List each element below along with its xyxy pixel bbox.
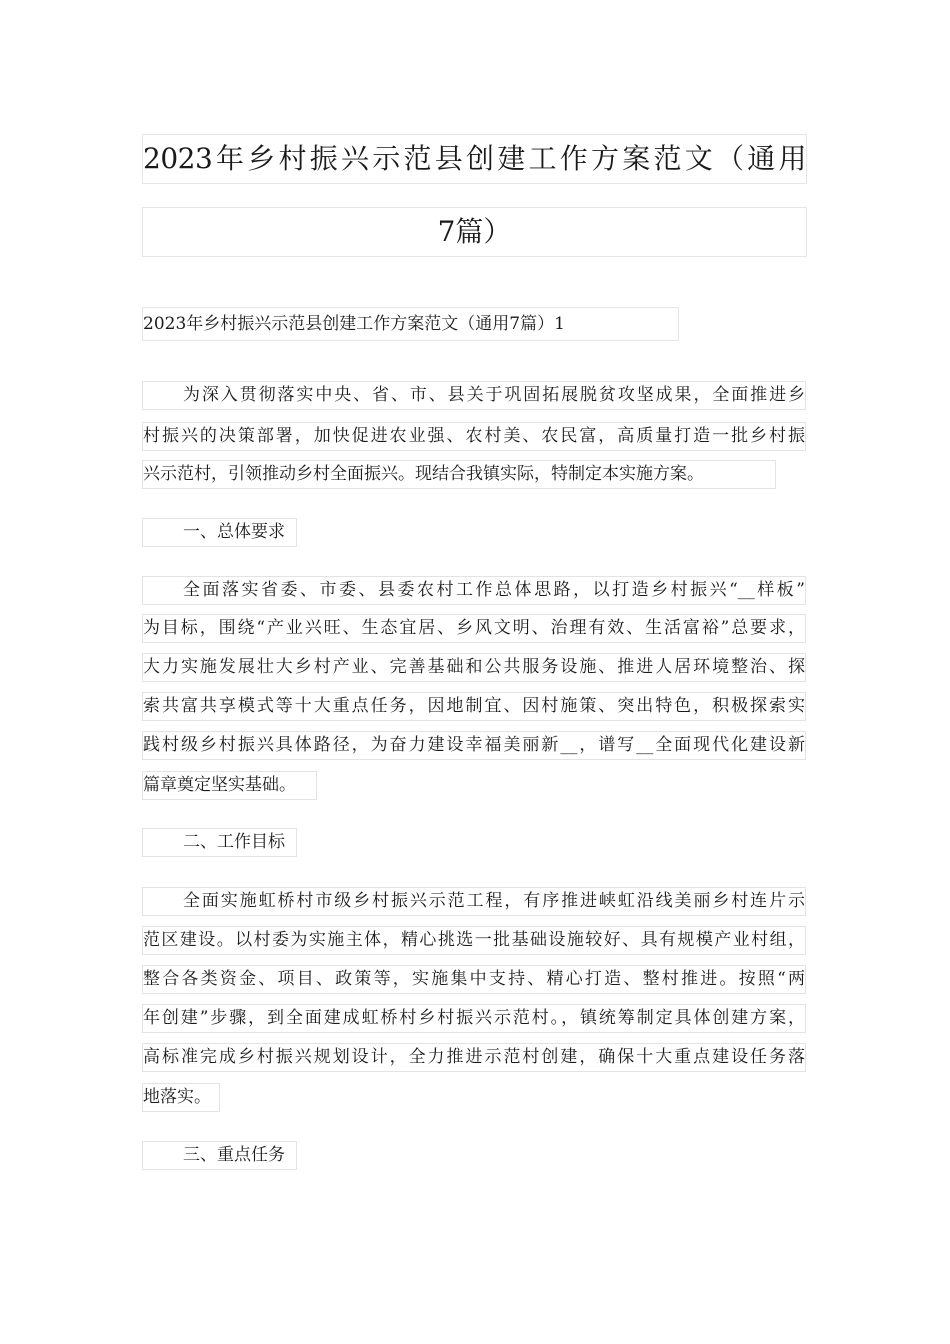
intro-line: 村振兴的决策部署，加快促进农业强、农村美、农民富，高质量打造一批乡村振 bbox=[142, 422, 806, 451]
paragraph-line: 索共富共享模式等十大重点任务，因地制宜、因村施策、突出特色，积极探索实 bbox=[142, 692, 806, 721]
paragraph-line: 全面实施虹桥村市级乡村振兴示范工程，有序推进峡虹沿线美丽乡村连片示 bbox=[142, 887, 806, 916]
section-heading: 三、重点任务 bbox=[142, 1141, 297, 1170]
paragraph-line: 高标准完成乡村振兴规划设计，全力推进示范村创建，确保十大重点建设任务落 bbox=[142, 1043, 806, 1072]
section-heading: 二、工作目标 bbox=[142, 828, 297, 857]
paragraph-line: 整合各类资金、项目、政策等，实施集中支持、精心打造、整村推进。按照“两 bbox=[142, 965, 806, 994]
paragraph-line: 范区建设。以村委为实施主体，精心挑选一批基础设施较好、具有规模产业村组， bbox=[142, 926, 806, 955]
intro-line: 兴示范村，引领推动乡村全面振兴。现结合我镇实际，特制定本实施方案。 bbox=[142, 460, 776, 489]
document-title-line-2: 7篇） bbox=[142, 207, 807, 257]
paragraph-line: 全面落实省委、市委、县委农村工作总体思路，以打造乡村振兴“__样板” bbox=[142, 576, 806, 605]
paragraph-line: 践村级乡村振兴具体路径，为奋力建设幸福美丽新__，谱写__全面现代化建设新 bbox=[142, 731, 806, 760]
paragraph-line: 为目标，围绕“产业兴旺、生态宜居、乡风文明、治理有效、生活富裕”总要求， bbox=[142, 614, 806, 643]
document-title-line-1: 2023年乡村振兴示范县创建工作方案范文（通用 bbox=[142, 134, 807, 184]
intro-line: 为深入贯彻落实中央、省、市、县关于巩固拓展脱贫攻坚成果，全面推进乡 bbox=[142, 381, 806, 410]
paragraph-line: 篇章奠定坚实基础。 bbox=[142, 771, 317, 800]
paragraph-line: 大力实施发展壮大乡村产业、完善基础和公共服务设施、推进人居环境整治、探 bbox=[142, 653, 806, 682]
section-heading: 一、总体要求 bbox=[142, 518, 297, 547]
document-subtitle: 2023年乡村振兴示范县创建工作方案范文（通用7篇）1 bbox=[142, 307, 679, 341]
paragraph-line: 地落实。 bbox=[142, 1083, 220, 1112]
paragraph-line: 年创建”步骤，到全面建成虹桥村乡村振兴示范村。，镇统筹制定具体创建方案， bbox=[142, 1004, 806, 1033]
